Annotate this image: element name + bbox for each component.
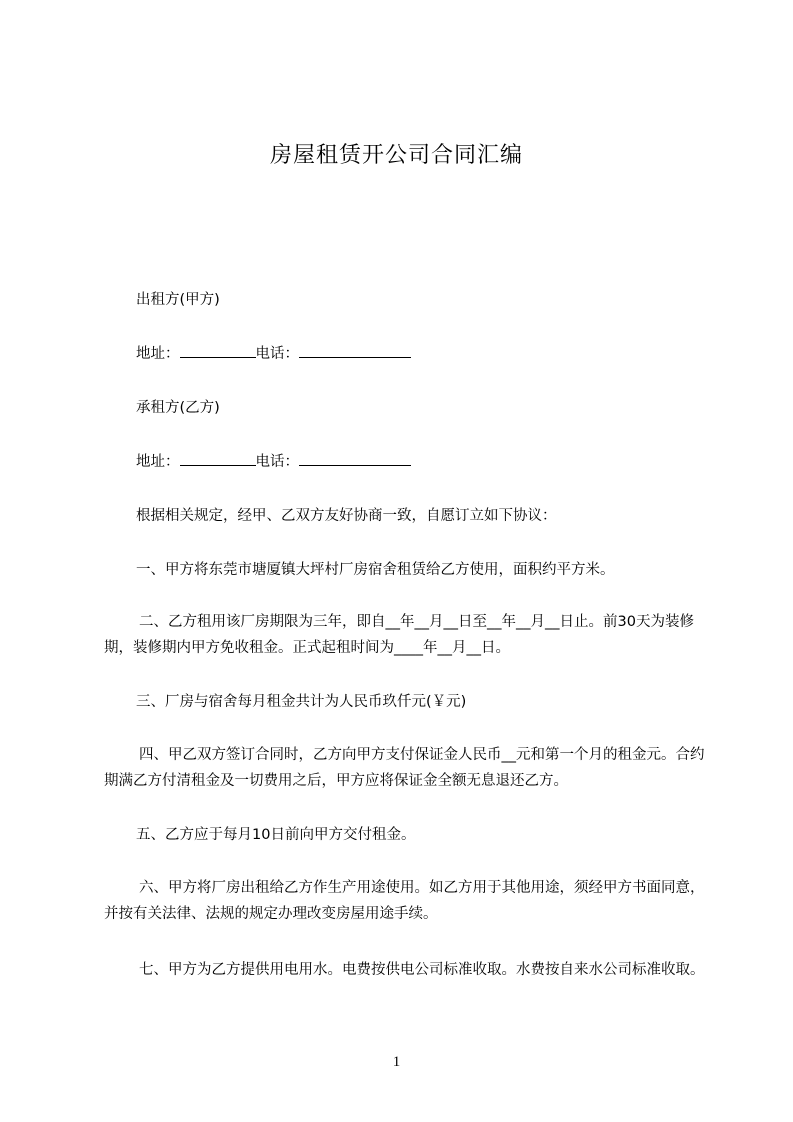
lessor-contact-line	[104, 341, 716, 367]
lessee-phone-label: 电话：	[255, 454, 299, 470]
lessee-label: 承租方(乙方)	[136, 400, 220, 416]
clause-2: 二、乙方租用该厂房期限为三年，即自__年__月__日至__年__月__日止。前30天为装修期，装修期内甲方免收租金。正式起租时间为____年__月__日。	[104, 614, 694, 656]
clause-4: 四、甲乙双方签订合同时，乙方向甲方支付保证金人民币__元和第一个月的租金元。合约期满乙方付清租金及一切费用之后，甲方应将保证金全额无息退还乙方。	[104, 747, 705, 789]
lessee-address-label: 地址：	[136, 454, 180, 470]
clause-1: 一、甲方将东莞市塘厦镇大坪村厂房宿舍租赁给乙方使用，面积约平方米。	[136, 562, 615, 578]
lessee-phone-blank	[299, 450, 411, 466]
clause-5: 五、乙方应于每月10日前向甲方交付租金。	[136, 827, 416, 843]
lessor-phone-label: 电话：	[255, 346, 299, 362]
page-title: 房屋租赁开公司合同汇编	[269, 143, 523, 168]
clause-3: 三、厂房与宿舍每月租金共计为人民币玖仟元(￥元)	[136, 694, 467, 710]
lessee-contact-line	[104, 449, 716, 475]
lessor-address-label: 地址：	[136, 346, 180, 362]
intro-paragraph: 根据相关规定，经甲、乙双方友好协商一致，自愿订立如下协议：	[136, 508, 557, 524]
clause-7: 七、甲方为乙方提供用电用水。电费按供电公司标准收取。水费按自来水公司标准收取。	[139, 962, 705, 978]
lessor-phone-blank	[299, 342, 411, 358]
clause-6: 六、甲方将厂房出租给乙方作生产用途使用。如乙方用于其他用途，须经甲方书面同意，并按有关法律、法规的规定办理改变房屋用途手续。	[104, 880, 705, 922]
page-number: 1	[392, 1054, 401, 1070]
lessor-label: 出租方(甲方)	[136, 292, 220, 308]
lessor-address-blank	[180, 342, 256, 358]
lessee-address-blank	[180, 450, 256, 466]
